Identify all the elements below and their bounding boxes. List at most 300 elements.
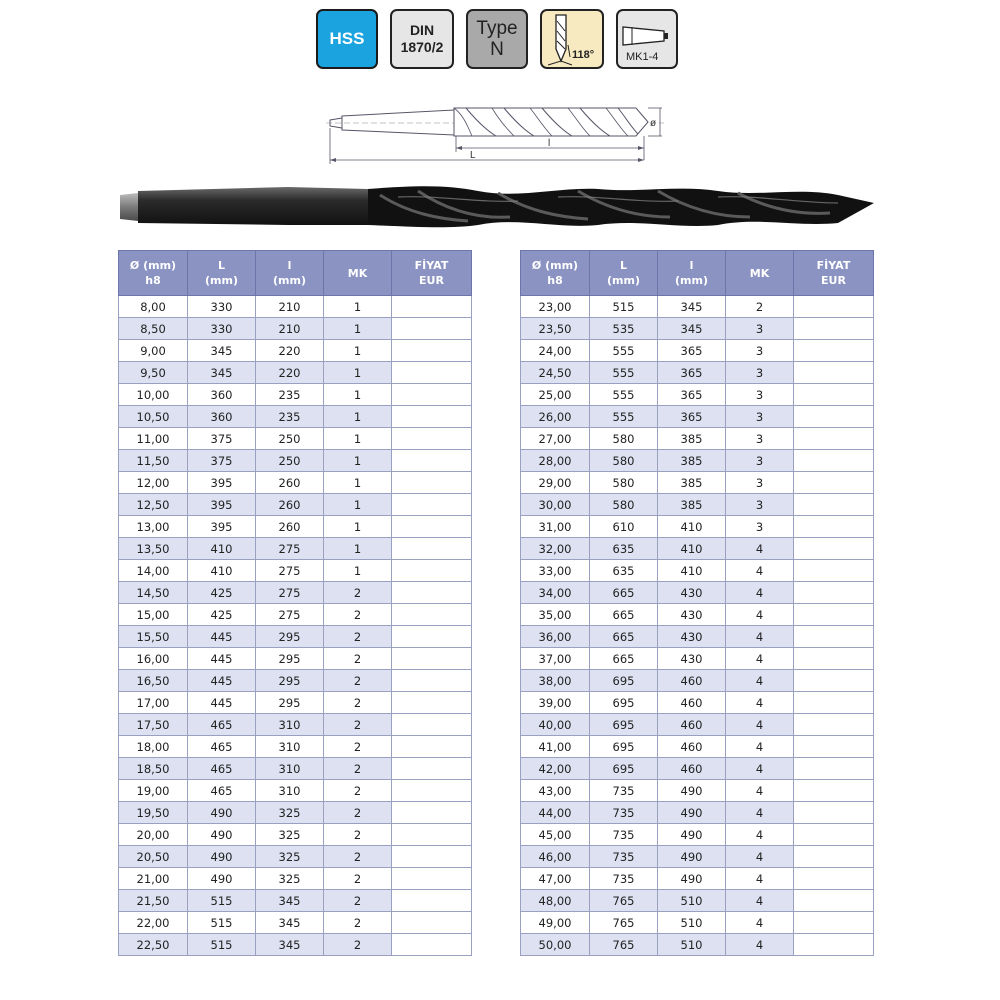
cell-diameter: 45,00: [521, 824, 590, 846]
table-row: [521, 736, 874, 758]
cell-flute-length: 295: [256, 626, 324, 648]
cell-price: [794, 780, 874, 802]
cell-mk: 4: [726, 802, 794, 824]
cell-price: [794, 538, 874, 560]
table-row: [521, 934, 874, 956]
cell-mk: 2: [324, 670, 392, 692]
cell-price: [794, 340, 874, 362]
cell-total-length: 375: [188, 428, 256, 450]
cell-price: [794, 450, 874, 472]
type-badge: [466, 9, 528, 69]
cell-flute-length: 260: [256, 516, 324, 538]
cell-flute-length: 385: [658, 494, 726, 516]
cell-total-length: 410: [188, 560, 256, 582]
spec-table-left: [118, 250, 472, 956]
cell-flute-length: 310: [256, 780, 324, 802]
table-row: [521, 318, 874, 340]
cell-diameter: 24,50: [521, 362, 590, 384]
header-diameter: Ø (mm) h8: [521, 251, 590, 296]
cell-total-length: 695: [590, 670, 658, 692]
cell-flute-length: 490: [658, 780, 726, 802]
spec-table-right: [520, 250, 874, 956]
cell-flute-length: 430: [658, 582, 726, 604]
cell-mk: 2: [324, 802, 392, 824]
table-row: [119, 340, 472, 362]
angle-label: 118°: [572, 49, 595, 61]
table-row: [119, 846, 472, 868]
cell-mk: 3: [726, 516, 794, 538]
cell-mk: 4: [726, 692, 794, 714]
point-angle-badge: [540, 9, 604, 69]
cell-diameter: 38,00: [521, 670, 590, 692]
cell-mk: 1: [324, 340, 392, 362]
cell-flute-length: 460: [658, 736, 726, 758]
cell-price: [794, 824, 874, 846]
mk-label: MK1-4: [626, 51, 659, 63]
header-flute-length: l (mm): [256, 251, 324, 296]
cell-flute-length: 260: [256, 494, 324, 516]
cell-diameter: 14,00: [119, 560, 188, 582]
table-row: [119, 428, 472, 450]
table-row: [119, 406, 472, 428]
cell-flute-length: 490: [658, 824, 726, 846]
cell-mk: 1: [324, 560, 392, 582]
cell-flute-length: 325: [256, 868, 324, 890]
cell-price: [392, 626, 472, 648]
cell-diameter: 42,00: [521, 758, 590, 780]
din-badge: [390, 9, 454, 69]
cell-total-length: 555: [590, 406, 658, 428]
cell-mk: 4: [726, 626, 794, 648]
cell-price: [392, 934, 472, 956]
cell-total-length: 490: [188, 802, 256, 824]
cell-total-length: 490: [188, 824, 256, 846]
cell-price: [392, 604, 472, 626]
table-row: [119, 890, 472, 912]
cell-price: [392, 538, 472, 560]
table-row: [521, 648, 874, 670]
cell-flute-length: 510: [658, 890, 726, 912]
cell-mk: 1: [324, 384, 392, 406]
cell-diameter: 43,00: [521, 780, 590, 802]
cell-price: [794, 736, 874, 758]
drill-bit-image: [118, 183, 880, 233]
cell-price: [794, 318, 874, 340]
cell-flute-length: 410: [658, 538, 726, 560]
cell-mk: 4: [726, 824, 794, 846]
cell-flute-length: 365: [658, 362, 726, 384]
cell-total-length: 330: [188, 296, 256, 318]
cell-flute-length: 460: [658, 758, 726, 780]
cell-total-length: 445: [188, 648, 256, 670]
table-row: [521, 912, 874, 934]
cell-diameter: 8,00: [119, 296, 188, 318]
cell-flute-length: 490: [658, 846, 726, 868]
cell-price: [392, 296, 472, 318]
cell-price: [794, 802, 874, 824]
cell-price: [392, 384, 472, 406]
cell-price: [392, 670, 472, 692]
table-row: [521, 824, 874, 846]
cell-total-length: 425: [188, 604, 256, 626]
cell-price: [392, 340, 472, 362]
cell-total-length: 665: [590, 604, 658, 626]
cell-price: [392, 362, 472, 384]
cell-diameter: 17,50: [119, 714, 188, 736]
cell-mk: 1: [324, 538, 392, 560]
table-row: [521, 604, 874, 626]
cell-price: [794, 758, 874, 780]
cell-diameter: 31,00: [521, 516, 590, 538]
cell-diameter: 29,00: [521, 472, 590, 494]
cell-price: [794, 626, 874, 648]
table-row: [119, 736, 472, 758]
cell-diameter: 20,00: [119, 824, 188, 846]
type-line1: Type: [476, 18, 518, 39]
cell-price: [392, 692, 472, 714]
cell-mk: 4: [726, 758, 794, 780]
cell-price: [794, 494, 874, 516]
cell-mk: 4: [726, 912, 794, 934]
cell-total-length: 610: [590, 516, 658, 538]
cell-total-length: 345: [188, 362, 256, 384]
table-row: [119, 560, 472, 582]
table-header-row: [119, 251, 472, 296]
cell-mk: 2: [324, 648, 392, 670]
cell-diameter: 12,50: [119, 494, 188, 516]
table-row: [119, 450, 472, 472]
cell-mk: 1: [324, 318, 392, 340]
cell-price: [794, 846, 874, 868]
cell-price: [794, 516, 874, 538]
cell-flute-length: 365: [658, 406, 726, 428]
table-row: [521, 758, 874, 780]
table-row: [119, 780, 472, 802]
table-row: [521, 626, 874, 648]
cell-diameter: 33,00: [521, 560, 590, 582]
cell-flute-length: 365: [658, 384, 726, 406]
cell-price: [794, 560, 874, 582]
cell-flute-length: 235: [256, 384, 324, 406]
cell-price: [794, 670, 874, 692]
cell-diameter: 26,00: [521, 406, 590, 428]
cell-total-length: 555: [590, 362, 658, 384]
cell-total-length: 465: [188, 714, 256, 736]
cell-mk: 2: [324, 868, 392, 890]
cell-total-length: 330: [188, 318, 256, 340]
cell-flute-length: 345: [658, 318, 726, 340]
cell-diameter: 48,00: [521, 890, 590, 912]
cell-total-length: 375: [188, 450, 256, 472]
cell-mk: 2: [324, 626, 392, 648]
cell-diameter: 17,00: [119, 692, 188, 714]
cell-price: [794, 406, 874, 428]
cell-price: [392, 780, 472, 802]
cell-mk: 4: [726, 890, 794, 912]
cell-diameter: 20,50: [119, 846, 188, 868]
cell-total-length: 735: [590, 802, 658, 824]
cell-price: [392, 428, 472, 450]
table-row: [119, 648, 472, 670]
table-row: [119, 582, 472, 604]
cell-diameter: 13,50: [119, 538, 188, 560]
cell-total-length: 445: [188, 692, 256, 714]
cell-diameter: 27,00: [521, 428, 590, 450]
table-row: [119, 516, 472, 538]
cell-diameter: 16,50: [119, 670, 188, 692]
cell-flute-length: 295: [256, 648, 324, 670]
cell-total-length: 695: [590, 714, 658, 736]
table-row: [521, 428, 874, 450]
table-row: [119, 758, 472, 780]
cell-total-length: 665: [590, 626, 658, 648]
cell-price: [392, 318, 472, 340]
cell-price: [392, 714, 472, 736]
cell-price: [392, 560, 472, 582]
type-line2: N: [490, 39, 504, 60]
table-row: [521, 472, 874, 494]
cell-diameter: 22,50: [119, 934, 188, 956]
cell-diameter: 35,00: [521, 604, 590, 626]
cell-total-length: 345: [188, 340, 256, 362]
cell-price: [392, 494, 472, 516]
cell-mk: 3: [726, 472, 794, 494]
cell-mk: 3: [726, 494, 794, 516]
cell-mk: 1: [324, 450, 392, 472]
cell-price: [392, 736, 472, 758]
cell-flute-length: 275: [256, 538, 324, 560]
cell-total-length: 735: [590, 868, 658, 890]
cell-diameter: 34,00: [521, 582, 590, 604]
cell-total-length: 535: [590, 318, 658, 340]
cell-flute-length: 365: [658, 340, 726, 362]
cell-price: [392, 648, 472, 670]
cell-price: [392, 582, 472, 604]
cell-flute-length: 235: [256, 406, 324, 428]
cell-diameter: 12,00: [119, 472, 188, 494]
header-flute-length: l (mm): [658, 251, 726, 296]
cell-flute-length: 385: [658, 472, 726, 494]
cell-price: [794, 428, 874, 450]
cell-total-length: 580: [590, 472, 658, 494]
cell-flute-length: 210: [256, 318, 324, 340]
cell-mk: 1: [324, 296, 392, 318]
cell-diameter: 10,00: [119, 384, 188, 406]
cell-diameter: 46,00: [521, 846, 590, 868]
header-total-length: L (mm): [590, 251, 658, 296]
cell-total-length: 765: [590, 890, 658, 912]
table-row: [521, 384, 874, 406]
cell-price: [794, 362, 874, 384]
cell-total-length: 635: [590, 538, 658, 560]
table-row: [119, 802, 472, 824]
cell-price: [392, 824, 472, 846]
cell-diameter: 23,00: [521, 296, 590, 318]
header-price: FİYAT EUR: [392, 251, 472, 296]
cell-total-length: 580: [590, 450, 658, 472]
table-row: [521, 670, 874, 692]
cell-diameter: 19,50: [119, 802, 188, 824]
cell-price: [392, 912, 472, 934]
cell-flute-length: 250: [256, 428, 324, 450]
cell-mk: 3: [726, 318, 794, 340]
cell-total-length: 360: [188, 384, 256, 406]
cell-total-length: 765: [590, 934, 658, 956]
table-row: [521, 450, 874, 472]
cell-flute-length: 250: [256, 450, 324, 472]
cell-mk: 3: [726, 428, 794, 450]
table-row: [521, 890, 874, 912]
cell-flute-length: 410: [658, 516, 726, 538]
cell-mk: 2: [324, 912, 392, 934]
cell-mk: 2: [324, 890, 392, 912]
table-row: [521, 582, 874, 604]
table-row: [521, 780, 874, 802]
cell-price: [392, 890, 472, 912]
cell-total-length: 695: [590, 692, 658, 714]
table-row: [521, 538, 874, 560]
table-row: [119, 318, 472, 340]
cell-flute-length: 295: [256, 692, 324, 714]
cell-diameter: 25,00: [521, 384, 590, 406]
cell-total-length: 445: [188, 670, 256, 692]
drill-schematic: [326, 100, 666, 168]
cell-flute-length: 345: [658, 296, 726, 318]
cell-flute-length: 295: [256, 670, 324, 692]
cell-mk: 1: [324, 428, 392, 450]
table-row: [119, 868, 472, 890]
cell-price: [392, 868, 472, 890]
cell-price: [392, 406, 472, 428]
cell-flute-length: 385: [658, 428, 726, 450]
cell-flute-length: 510: [658, 912, 726, 934]
cell-total-length: 635: [590, 560, 658, 582]
cell-diameter: 9,00: [119, 340, 188, 362]
cell-diameter: 18,00: [119, 736, 188, 758]
cell-mk: 3: [726, 406, 794, 428]
cell-flute-length: 430: [658, 648, 726, 670]
cell-diameter: 39,00: [521, 692, 590, 714]
table-row: [521, 846, 874, 868]
table-row: [521, 516, 874, 538]
table-row: [119, 692, 472, 714]
cell-flute-length: 275: [256, 604, 324, 626]
cell-price: [794, 472, 874, 494]
cell-total-length: 395: [188, 516, 256, 538]
cell-total-length: 515: [188, 934, 256, 956]
cell-total-length: 765: [590, 912, 658, 934]
table-row: [119, 912, 472, 934]
cell-diameter: 15,50: [119, 626, 188, 648]
cell-mk: 3: [726, 450, 794, 472]
cell-flute-length: 275: [256, 560, 324, 582]
cell-mk: 2: [726, 296, 794, 318]
cell-mk: 4: [726, 780, 794, 802]
morse-taper-badge: [616, 9, 678, 69]
cell-flute-length: 310: [256, 714, 324, 736]
cell-diameter: 49,00: [521, 912, 590, 934]
cell-total-length: 425: [188, 582, 256, 604]
cell-flute-length: 345: [256, 890, 324, 912]
table-header-row: [521, 251, 874, 296]
cell-price: [794, 296, 874, 318]
table-row: [119, 604, 472, 626]
cell-price: [392, 516, 472, 538]
hss-label: HSS: [329, 29, 365, 48]
cell-diameter: 18,50: [119, 758, 188, 780]
cell-diameter: 9,50: [119, 362, 188, 384]
cell-diameter: 13,00: [119, 516, 188, 538]
cell-flute-length: 310: [256, 736, 324, 758]
cell-mk: 4: [726, 868, 794, 890]
cell-total-length: 515: [188, 890, 256, 912]
cell-diameter: 44,00: [521, 802, 590, 824]
cell-total-length: 695: [590, 758, 658, 780]
cell-price: [794, 934, 874, 956]
cell-mk: 2: [324, 604, 392, 626]
table-row: [521, 868, 874, 890]
cell-mk: 2: [324, 582, 392, 604]
cell-diameter: 50,00: [521, 934, 590, 956]
cell-flute-length: 510: [658, 934, 726, 956]
cell-mk: 4: [726, 670, 794, 692]
table-row: [119, 670, 472, 692]
diameter-label: ø: [650, 118, 657, 129]
cell-diameter: 23,50: [521, 318, 590, 340]
cell-diameter: 30,00: [521, 494, 590, 516]
table-row: [119, 714, 472, 736]
cell-mk: 1: [324, 516, 392, 538]
cell-diameter: 10,50: [119, 406, 188, 428]
cell-flute-length: 325: [256, 824, 324, 846]
cell-diameter: 16,00: [119, 648, 188, 670]
cell-flute-length: 325: [256, 846, 324, 868]
cell-diameter: 47,00: [521, 868, 590, 890]
cell-mk: 3: [726, 340, 794, 362]
cell-mk: 2: [324, 824, 392, 846]
table-row: [521, 560, 874, 582]
table-row: [521, 340, 874, 362]
cell-mk: 4: [726, 934, 794, 956]
cell-flute-length: 460: [658, 670, 726, 692]
cell-flute-length: 345: [256, 912, 324, 934]
cell-total-length: 695: [590, 736, 658, 758]
cell-flute-length: 430: [658, 604, 726, 626]
table-row: [119, 626, 472, 648]
cell-price: [794, 868, 874, 890]
cell-total-length: 555: [590, 384, 658, 406]
cell-price: [794, 604, 874, 626]
cell-mk: 1: [324, 472, 392, 494]
cell-total-length: 580: [590, 494, 658, 516]
cell-total-length: 445: [188, 626, 256, 648]
cell-total-length: 515: [188, 912, 256, 934]
cell-total-length: 665: [590, 648, 658, 670]
cell-flute-length: 210: [256, 296, 324, 318]
cell-mk: 3: [726, 384, 794, 406]
cell-flute-length: 260: [256, 472, 324, 494]
cell-flute-length: 275: [256, 582, 324, 604]
cell-flute-length: 410: [658, 560, 726, 582]
cell-total-length: 465: [188, 780, 256, 802]
cell-diameter: 19,00: [119, 780, 188, 802]
cell-mk: 2: [324, 692, 392, 714]
cell-flute-length: 385: [658, 450, 726, 472]
cell-diameter: 11,00: [119, 428, 188, 450]
cell-mk: 3: [726, 362, 794, 384]
table-row: [119, 472, 472, 494]
cell-flute-length: 310: [256, 758, 324, 780]
